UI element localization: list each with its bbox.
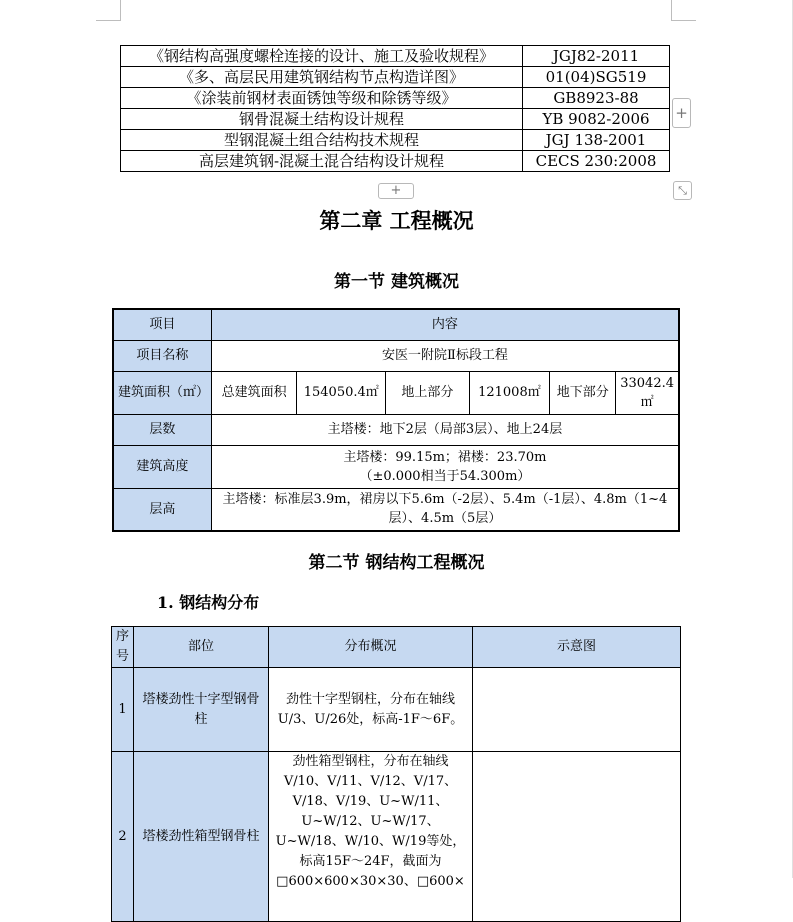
above-ground-label: 地上部分 <box>386 371 470 414</box>
header-content: 内容 <box>211 309 679 340</box>
section2-title: 第二节 钢结构工程概况 <box>308 553 485 573</box>
row-part: 塔楼劲性十字型钢骨柱 <box>134 668 269 752</box>
height-value <box>211 445 679 488</box>
table-row <box>113 340 679 371</box>
table-row <box>112 668 681 752</box>
table-row <box>112 752 681 922</box>
below-ground-value: 33042.4㎡ <box>616 371 679 414</box>
chapter-title: 第二章 工程概况 <box>319 208 474 233</box>
section1-title: 第一节 建筑概况 <box>334 272 459 292</box>
table-row <box>121 109 670 130</box>
top-right-crop-mark-v <box>671 0 672 20</box>
table-row <box>121 46 670 67</box>
storey-height-label: 层高 <box>113 488 211 531</box>
standard-code: YB 9082-2006 <box>523 109 670 130</box>
total-area-label: 总建筑面积 <box>211 371 297 414</box>
project-name-label: 项目名称 <box>113 340 211 371</box>
top-right-crop-mark-h <box>671 20 696 21</box>
standard-code: CECS 230:2008 <box>523 151 670 172</box>
row-diagram <box>473 668 681 752</box>
header-item: 项目 <box>113 309 211 340</box>
subheading-steel-distribution: 1. 钢结构分布 <box>157 593 260 612</box>
top-left-crop-mark-v <box>120 0 121 20</box>
table-row <box>121 88 670 109</box>
floors-label: 层数 <box>113 414 211 445</box>
row-distribution: 劲性箱型钢柱，分布在轴线V/10、V/11、V/12、V/17、V/18、V/19、U~W/11、U~W/12、U~W/17、U~W/18、W/10、W/19等处，标高15F～24F，截面为□600×600×30×30、□600× <box>269 752 473 922</box>
table-resize-handle[interactable]: ⤡ <box>673 181 692 200</box>
standard-name: 高层建筑钢-混凝土混合结构设计规程 <box>121 151 523 172</box>
above-ground-value: 121008㎡ <box>469 371 550 414</box>
row-index: 1 <box>112 668 134 752</box>
standards-table <box>120 45 670 172</box>
storey-height-value: 主塔楼：标准层3.9m，裙房以下5.6m（-2层）、5.4m（-1层）、4.8m（1~4层）、4.5m（5层） <box>211 488 679 531</box>
header-index: 序号 <box>112 627 134 668</box>
table-row <box>113 488 679 531</box>
table-row <box>113 445 679 488</box>
add-row-button[interactable]: + <box>378 183 414 199</box>
architecture-overview-table <box>112 308 680 532</box>
standard-name: 型钢混凝土组合结构技术规程 <box>121 130 523 151</box>
table-row <box>121 67 670 88</box>
standard-code: GB8923-88 <box>523 88 670 109</box>
standard-name: 《钢结构高强度螺栓连接的设计、施工及验收规程》 <box>121 46 523 67</box>
header-distribution: 分布概况 <box>269 627 473 668</box>
header-diagram: 示意图 <box>473 627 681 668</box>
standard-code: JGJ 138-2001 <box>523 130 670 151</box>
top-left-crop-mark-h <box>96 20 121 21</box>
height-value-line1: 主塔楼：99.15m；裙楼：23.70m <box>343 449 547 465</box>
standard-name: 《多、高层民用建筑钢结构节点构造详图》 <box>121 67 523 88</box>
table-row <box>112 627 681 668</box>
table-row <box>121 130 670 151</box>
area-label: 建筑面积（㎡） <box>113 371 211 414</box>
standard-code: 01(04)SG519 <box>523 67 670 88</box>
row-distribution: 劲性十字型钢柱，分布在轴线U/3、U/26处，标高-1F～6F。 <box>269 668 473 752</box>
standard-name: 《涂装前钢材表面锈蚀等级和除锈等级》 <box>121 88 523 109</box>
total-area-value: 154050.4㎡ <box>297 371 386 414</box>
floors-value: 主塔楼：地下2层（局部3层）、地上24层 <box>211 414 679 445</box>
add-column-button[interactable]: + <box>672 98 691 128</box>
height-value-line2: （±0.000相当于54.300m） <box>359 468 531 484</box>
row-index: 2 <box>112 752 134 922</box>
project-name-value: 安医一附院Ⅱ标段工程 <box>211 340 679 371</box>
table-row <box>113 309 679 340</box>
standard-code: JGJ82-2011 <box>523 46 670 67</box>
height-label: 建筑高度 <box>113 445 211 488</box>
row-diagram <box>473 752 681 922</box>
below-ground-label: 地下部分 <box>550 371 616 414</box>
table-row <box>113 371 679 414</box>
row-part: 塔楼劲性箱型钢骨柱 <box>134 752 269 922</box>
header-part: 部位 <box>134 627 269 668</box>
standard-name: 钢骨混凝土结构设计规程 <box>121 109 523 130</box>
table-row <box>113 414 679 445</box>
table-row <box>121 151 670 172</box>
